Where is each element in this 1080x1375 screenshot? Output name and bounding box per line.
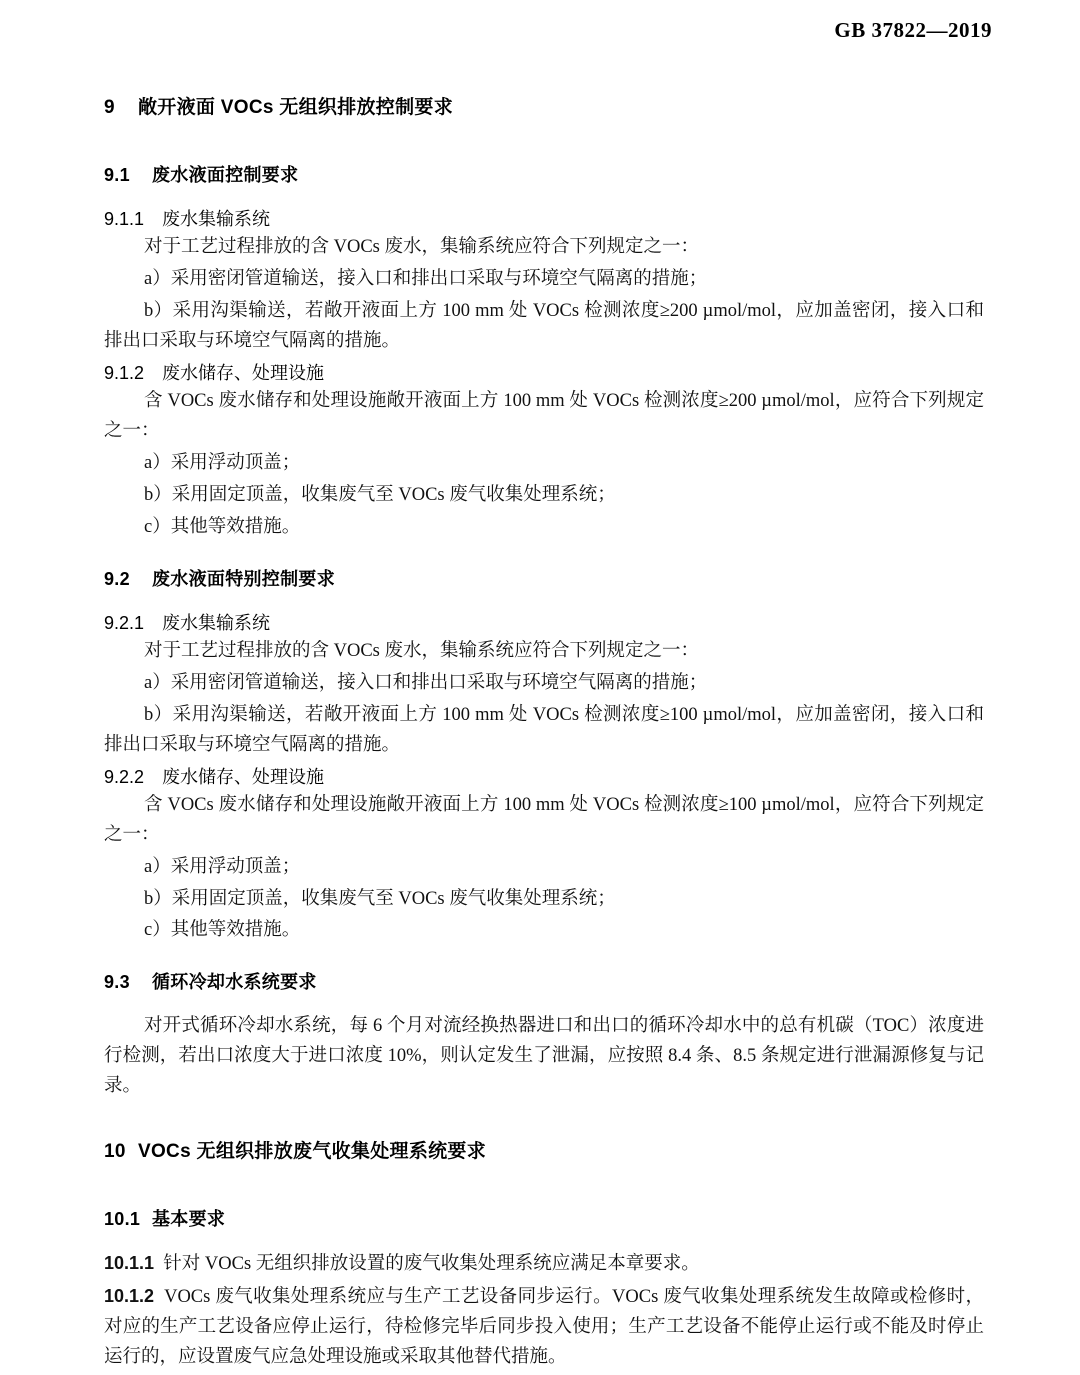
paragraph-9-2-1-lead: 对于工艺过程排放的含 VOCs 废水，集输系统应符合下列规定之一：: [144, 640, 700, 661]
heading-section-9-1-1-title: 废水集输系统: [162, 209, 270, 229]
heading-section-9-2-2-number: 9.2.2: [104, 766, 145, 787]
list-item-9-1-1-a: a）采用密闭管道输送，接入口和排出口采取与环境空气隔离的措施；: [144, 268, 708, 289]
heading-section-10-1-title: 基本要求: [152, 1209, 226, 1230]
paragraph-9-2-2-lead: 含 VOCs 废水储存和处理设施敞开液面上方 100 mm 处 VOCs 检测浓度≥100 µmol/mol，应符合下列规定之一：: [104, 794, 984, 845]
heading-section-9-1: [104, 161, 984, 187]
heading-section-10-title: VOCs 无组织排放废气收集处理系统要求: [138, 1141, 487, 1163]
page-header-standard-code: GB 37822—2019: [834, 18, 992, 42]
list-item-9-2-1-b: b）采用沟渠输送，若敞开液面上方 100 mm 处 VOCs 检测浓度≥100 µmol/mol，应加盖密闭，接入口和排出口采取与环境空气隔离的措施。: [104, 704, 984, 755]
heading-section-9-2: [104, 565, 984, 591]
heading-section-9-2-2: [104, 763, 984, 789]
heading-section-9-1-1-number: 9.1.1: [104, 209, 145, 229]
list-item-9-2-2-c: c）其他等效措施。: [144, 920, 301, 941]
list-item-9-1-2-a: a）采用浮动顶盖；: [144, 452, 301, 473]
heading-section-10-1-number: 10.1: [104, 1209, 141, 1230]
heading-section-9-2-title: 废水液面特别控制要求: [152, 568, 335, 589]
heading-section-9: [104, 92, 984, 119]
heading-section-10-number: 10: [104, 1141, 126, 1163]
heading-section-9-1-title: 废水液面控制要求: [152, 165, 299, 185]
heading-section-9-title: 敞开液面 VOCs 无组织排放控制要求: [138, 97, 453, 118]
heading-section-9-2-1-title: 废水集输系统: [162, 612, 270, 633]
heading-section-9-1-2: [104, 359, 984, 385]
document-content: [104, 92, 984, 1375]
heading-section-9-2-1-number: 9.2.1: [104, 612, 145, 633]
heading-section-9-2-1: [104, 609, 984, 635]
heading-section-9-2-number: 9.2: [104, 568, 130, 589]
paragraph-10-1-1: [104, 1249, 984, 1280]
list-item-9-2-2-b: b）采用固定顶盖，收集废气至 VOCs 废气收集处理系统；: [144, 888, 616, 909]
heading-section-9-1-1: [104, 205, 984, 231]
heading-section-10: [104, 1136, 984, 1163]
heading-section-10-1: [104, 1205, 984, 1231]
list-item-9-1-2-c: c）其他等效措施。: [144, 516, 301, 537]
paragraph-9-1-1-lead: 对于工艺过程排放的含 VOCs 废水，集输系统应符合下列规定之一：: [144, 237, 700, 257]
paragraph-10-1-2: [104, 1282, 984, 1373]
heading-section-9-1-number: 9.1: [104, 165, 130, 185]
paragraph-10-1-1-number: 10.1.1: [104, 1253, 155, 1274]
list-item-9-1-1-b: b）采用沟渠输送，若敞开液面上方 100 mm 处 VOCs 检测浓度≥200 µmol/mol，应加盖密闭，接入口和排出口采取与环境空气隔离的措施。: [104, 300, 984, 351]
heading-section-9-1-2-number: 9.1.2: [104, 362, 145, 383]
heading-section-9-number: 9: [104, 97, 115, 118]
heading-section-9-3-number: 9.3: [104, 972, 130, 993]
heading-section-9-2-2-title: 废水储存、处理设施: [162, 766, 324, 787]
heading-section-9-1-2-title: 废水储存、处理设施: [162, 362, 324, 383]
paragraph-10-1-2-number: 10.1.2: [104, 1286, 155, 1307]
list-item-9-2-1-a: a）采用密闭管道输送，接入口和排出口采取与环境空气隔离的措施；: [144, 672, 708, 693]
paragraph-10-1-1-body: 针对 VOCs 无组织排放设置的废气收集处理系统应满足本章要求。: [163, 1254, 700, 1275]
list-item-9-1-2-b: b）采用固定顶盖，收集废气至 VOCs 废气收集处理系统；: [144, 484, 616, 505]
paragraph-9-3-body: 对开式循环冷却水系统，每 6 个月对流经换热器进口和出口的循环冷却水中的总有机碳（TOC）浓度进行检测，若出口浓度大于进口浓度 10%，则认定发生了泄漏，应按照 8.4 条、8.5 条规定进行泄漏源修复与记录。: [104, 1016, 984, 1097]
paragraph-10-1-2-body: VOCs 废气收集处理系统应与生产工艺设备同步运行。VOCs 废气收集处理系统发生故障或检修时，对应的生产工艺设备应停止运行，待检修完毕后同步投入使用；生产工艺设备不能停止运行或不能及时停止运行的，应设置废气应急处理设施或采取其他替代措施。: [104, 1287, 984, 1368]
list-item-9-2-2-a: a）采用浮动顶盖；: [144, 856, 301, 877]
heading-section-9-3: [104, 968, 984, 994]
paragraph-9-1-2-lead: 含 VOCs 废水储存和处理设施敞开液面上方 100 mm 处 VOCs 检测浓度≥200 µmol/mol，应符合下列规定之一：: [104, 390, 984, 441]
heading-section-9-3-title: 循环冷却水系统要求: [152, 972, 317, 993]
